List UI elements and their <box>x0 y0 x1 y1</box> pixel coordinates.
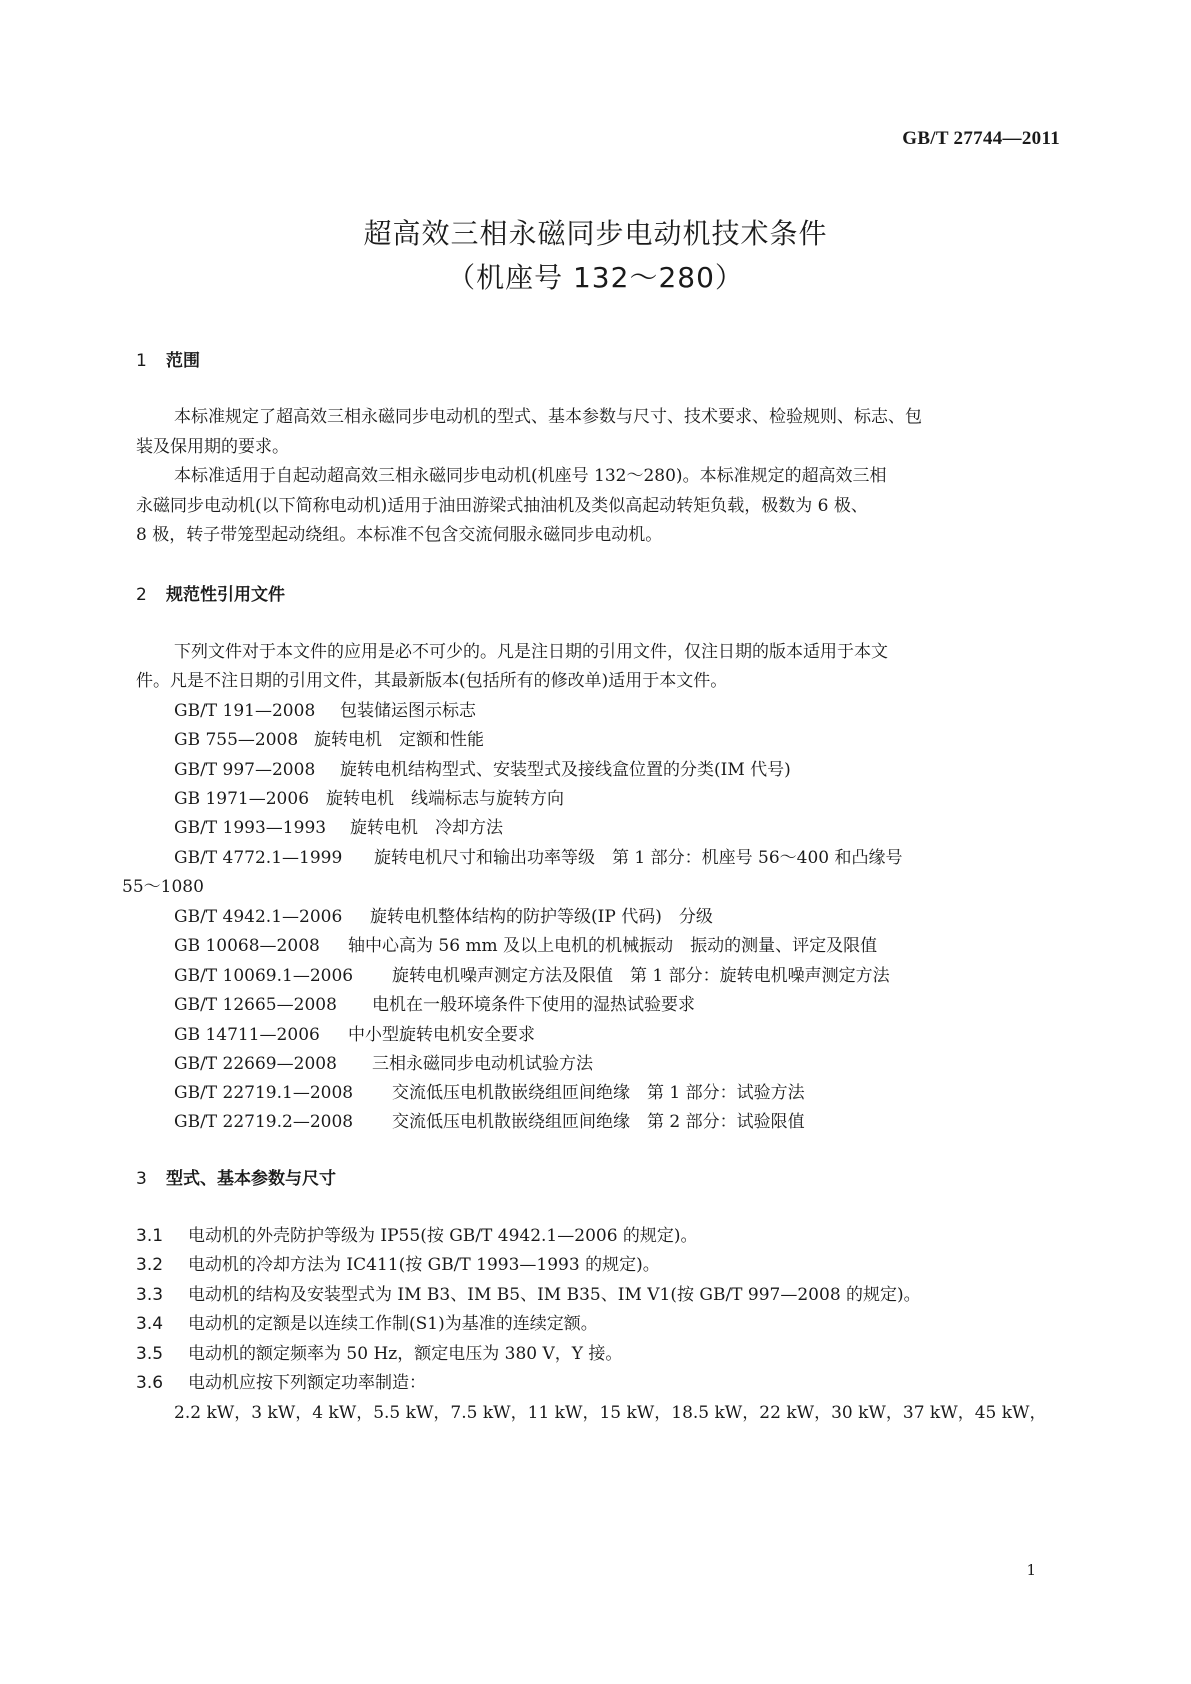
document-subtitle: （机座号 132～280） <box>447 261 744 294</box>
clause-item <box>136 1368 426 1393</box>
reference-title: 旋转电机噪声测定方法及限值 第 1 部分：旋转电机噪声测定方法 <box>392 966 890 986</box>
reference-title: 旋转电机结构型式、安装型式及接线盒位置的分类(IM 代号) <box>340 760 791 780</box>
reference-code: GB 1971—2006 <box>174 789 310 809</box>
reference-item <box>174 1020 535 1045</box>
reference-item <box>174 1049 593 1074</box>
clause-text: 电动机应按下列额定功率制造： <box>188 1373 426 1393</box>
page-number: 1 <box>1026 1561 1036 1579</box>
reference-code: GB 755—2008 <box>174 730 299 750</box>
clause-text: 电动机的定额是以连续工作制(S1)为基准的连续定额。 <box>188 1314 598 1334</box>
section-1-heading <box>136 346 200 371</box>
clause-number: 3.4 <box>136 1314 164 1334</box>
paragraph-line: 装及保用期的要求。 <box>136 437 289 457</box>
reference-code: GB/T 4942.1—2006 <box>174 907 343 927</box>
section-title: 型式、基本参数与尺寸 <box>166 1169 336 1189</box>
reference-code: GB/T 12665—2008 <box>174 995 337 1015</box>
clause-item <box>136 1309 598 1334</box>
reference-title: 三相永磁同步电动机试验方法 <box>372 1054 593 1074</box>
clause-number: 3.6 <box>136 1373 164 1393</box>
clause-item <box>136 1250 660 1275</box>
section-number: 1 <box>136 351 147 371</box>
reference-item <box>174 902 713 927</box>
reference-item <box>174 990 695 1015</box>
reference-title: 旋转电机 线端标志与旋转方向 <box>326 789 564 809</box>
reference-item <box>174 1107 805 1132</box>
reference-title: 交流低压电机散嵌绕组匝间绝缘 第 2 部分：试验限值 <box>392 1112 805 1132</box>
clause-text: 电动机的额定频率为 50 Hz，额定电压为 380 V，Y 接。 <box>188 1344 623 1364</box>
paragraph-line: 永磁同步电动机(以下简称电动机)适用于油田游梁式抽油机及类似高起动转矩负载，极数为 6 极、 <box>136 496 868 516</box>
paragraph-line: 本标准适用于自起动超高效三相永磁同步电动机(机座号 132～280)。本标准规定的超高效三相 <box>174 466 887 486</box>
reference-code: GB 10068—2008 <box>174 936 320 956</box>
reference-code: GB/T 22719.2—2008 <box>174 1112 354 1132</box>
clause-number: 3.3 <box>136 1285 164 1305</box>
clause-text: 电动机的外壳防护等级为 IP55(按 GB/T 4942.1—2006 的规定)。 <box>188 1226 698 1246</box>
clause-text: 电动机的冷却方法为 IC411(按 GB/T 1993—1993 的规定)。 <box>188 1255 660 1275</box>
reference-title: 旋转电机 定额和性能 <box>314 730 484 750</box>
reference-title: 中小型旋转电机安全要求 <box>348 1025 535 1045</box>
clause-number: 3.1 <box>136 1226 164 1246</box>
paragraph-line: 下列文件对于本文件的应用是必不可少的。凡是注日期的引用文件，仅注日期的版本适用于本文 <box>174 642 888 662</box>
reference-item <box>174 813 503 838</box>
reference-code: GB/T 191—2008 <box>174 701 316 721</box>
clause-item <box>136 1280 921 1305</box>
reference-item-continuation: 55～1080 <box>122 877 204 897</box>
section-number: 3 <box>136 1169 147 1189</box>
reference-item <box>174 755 791 780</box>
reference-code: GB/T 4772.1—1999 <box>174 848 343 868</box>
reference-code: GB/T 22669—2008 <box>174 1054 337 1074</box>
reference-title: 轴中心高为 56 mm 及以上电机的机械振动 振动的测量、评定及限值 <box>348 936 878 956</box>
reference-item <box>174 931 877 956</box>
reference-title: 包装储运图示标志 <box>340 701 476 721</box>
reference-item <box>174 784 564 809</box>
reference-title: 旋转电机尺寸和输出功率等级 第 1 部分：机座号 56～400 和凸缘号 <box>374 848 903 868</box>
section-title: 范围 <box>166 351 200 371</box>
reference-item <box>174 725 484 750</box>
paragraph-line: 本标准规定了超高效三相永磁同步电动机的型式、基本参数与尺寸、技术要求、检验规则、标志、包 <box>174 407 922 427</box>
reference-title: 旋转电机整体结构的防护等级(IP 代码) 分级 <box>370 907 713 927</box>
section-number: 2 <box>136 585 147 605</box>
paragraph-line: 件。凡是不注日期的引用文件，其最新版本(包括所有的修改单)适用于本文件。 <box>136 671 728 691</box>
clause-text: 电动机的结构及安装型式为 IM B3、IM B5、IM B35、IM V1(按 GB/T 997—2008 的规定)。 <box>188 1285 921 1305</box>
section-2-heading <box>136 580 285 605</box>
reference-code: GB/T 22719.1—2008 <box>174 1083 354 1103</box>
reference-code: GB/T 1993—1993 <box>174 818 327 838</box>
power-rating-list: 2.2 kW，3 kW，4 kW，5.5 kW，7.5 kW，11 kW，15 kW，18.5 kW，22 kW，30 kW，37 kW，45 kW， <box>174 1403 1047 1423</box>
reference-title: 电机在一般环境条件下使用的湿热试验要求 <box>372 995 695 1015</box>
section-title: 规范性引用文件 <box>166 585 285 605</box>
clause-item <box>136 1339 622 1364</box>
reference-code: GB/T 10069.1—2006 <box>174 966 354 986</box>
clause-number: 3.2 <box>136 1255 164 1275</box>
standard-code: GB/T 27744—2011 <box>902 128 1060 149</box>
reference-item <box>174 843 903 868</box>
reference-item <box>174 961 890 986</box>
reference-item <box>174 1078 805 1103</box>
clause-number: 3.5 <box>136 1344 164 1364</box>
document-title: 超高效三相永磁同步电动机技术条件 <box>363 217 828 250</box>
paragraph-line: 8 极，转子带笼型起动绕组。本标准不包含交流伺服永磁同步电动机。 <box>136 525 663 545</box>
reference-code: GB/T 997—2008 <box>174 760 316 780</box>
clause-item <box>136 1221 698 1246</box>
reference-code: GB 14711—2006 <box>174 1025 320 1045</box>
reference-title: 旋转电机 冷却方法 <box>350 818 503 838</box>
reference-title: 交流低压电机散嵌绕组匝间绝缘 第 1 部分：试验方法 <box>392 1083 805 1103</box>
reference-item <box>174 696 476 721</box>
section-3-heading <box>136 1164 336 1189</box>
